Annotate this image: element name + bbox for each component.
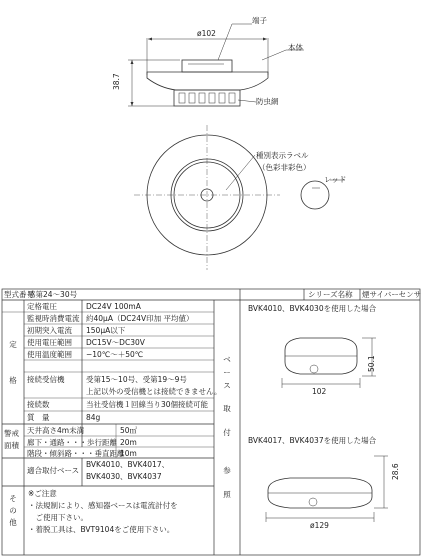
base-col-5: 付 bbox=[223, 428, 231, 437]
row-value: 受第15〜10号、受第19〜9号 bbox=[86, 375, 187, 384]
sensing-value: 50㎡ bbox=[120, 426, 138, 435]
group-other-1: そ bbox=[9, 494, 17, 503]
row-label: 接続数 bbox=[27, 400, 50, 409]
base-value-1: BVK4010、BVK4017、 bbox=[86, 460, 170, 469]
model-header: 型式番号 bbox=[4, 290, 34, 299]
base-col-2: ー bbox=[223, 368, 231, 377]
sensing-label: 天井高さ4m未満 bbox=[27, 426, 85, 435]
row-value: 約40μA（DC24V印加 平均値） bbox=[86, 314, 194, 323]
model-value: 感第24〜30号 bbox=[28, 290, 78, 299]
group-other-3: 他 bbox=[9, 518, 17, 527]
base-label: 適合取付ベース bbox=[27, 466, 80, 475]
group-sensing-1: 警戒 bbox=[4, 429, 19, 438]
base-caption-bottom: BVK4017、BVK4037を使用した場合 bbox=[248, 436, 377, 445]
terminal-label: 端子 bbox=[252, 16, 267, 25]
row-label: 使用電圧範囲 bbox=[27, 338, 72, 347]
row-value: 上記以外の受信機とは接続できません。 bbox=[86, 387, 222, 396]
row-value: DC24V 100mA bbox=[86, 302, 141, 311]
body-label: 本体 bbox=[288, 43, 303, 52]
sensing-label: 階段・傾斜路・・・垂直距離 bbox=[27, 449, 125, 458]
sensing-value: 20m bbox=[120, 438, 137, 447]
row-label: 初期突入電流 bbox=[27, 326, 72, 335]
insect-net-label: 防虫網 bbox=[256, 97, 279, 106]
base-col-4: 取 bbox=[223, 404, 231, 413]
height-label: 38.7 bbox=[112, 73, 121, 90]
detector-top-view bbox=[134, 125, 345, 270]
row-value: DC15V〜DC30V bbox=[86, 338, 145, 347]
base-col-7: 照 bbox=[223, 490, 231, 499]
group-rating-1: 定 bbox=[9, 340, 17, 349]
row-value: 150μA以下 bbox=[86, 326, 126, 335]
note-line: ご使用下さい。 bbox=[28, 513, 88, 522]
row-value: −10℃〜＋50℃ bbox=[86, 350, 144, 359]
row-value: 84g bbox=[86, 413, 101, 422]
note-line: ・着脱工具は、BVT9104をご使用下さい。 bbox=[28, 525, 175, 534]
series-header: シリーズ名称 bbox=[308, 290, 353, 299]
row-value: 当社受信機１回線当り30個接続可能 bbox=[86, 400, 209, 409]
base-width-bottom: ø129 bbox=[310, 521, 329, 530]
row-label: 質 量 bbox=[27, 413, 50, 422]
type-label-line1: 種別表示ラベル bbox=[256, 151, 309, 160]
note-line: ※ご注意 bbox=[28, 489, 57, 498]
row-label: 使用温度範囲 bbox=[27, 350, 72, 359]
base-col-3: ス bbox=[223, 381, 231, 390]
row-label: 定格電圧 bbox=[27, 302, 57, 311]
base-drawing-4010 bbox=[282, 338, 376, 388]
base-height-bottom: 28.6 bbox=[391, 463, 400, 480]
sensing-label: 廊下・通路・・・歩行距離 bbox=[27, 438, 117, 447]
base-value-2: BVK4030、BVK4037 bbox=[86, 472, 162, 481]
group-sensing-2: 面積 bbox=[4, 441, 19, 450]
base-drawing-4017 bbox=[266, 456, 388, 522]
sensing-value: 10m bbox=[120, 449, 137, 458]
red-label: レッド bbox=[324, 175, 347, 184]
row-label: 監視時消費電流 bbox=[27, 314, 80, 323]
series-value: 煙サイバーセンサ bbox=[362, 290, 422, 299]
row-label: 接続受信機 bbox=[27, 375, 65, 384]
diameter-label: ø102 bbox=[197, 29, 216, 38]
group-rating-2: 格 bbox=[9, 376, 17, 385]
base-width-top: 102 bbox=[312, 387, 327, 396]
base-caption-top: BVK4010、BVK4030を使用した場合 bbox=[248, 304, 377, 313]
detector-side-view bbox=[128, 24, 304, 106]
note-line: ・法規制により、感知器ベースは電流計付を bbox=[28, 501, 178, 510]
group-other-2: の bbox=[9, 506, 17, 515]
base-col-6: 参 bbox=[223, 466, 231, 475]
base-col-1: ベ bbox=[223, 355, 231, 364]
base-height-top: 50.1 bbox=[367, 355, 376, 372]
type-label-line2: （色彩非彩色） bbox=[258, 163, 311, 172]
